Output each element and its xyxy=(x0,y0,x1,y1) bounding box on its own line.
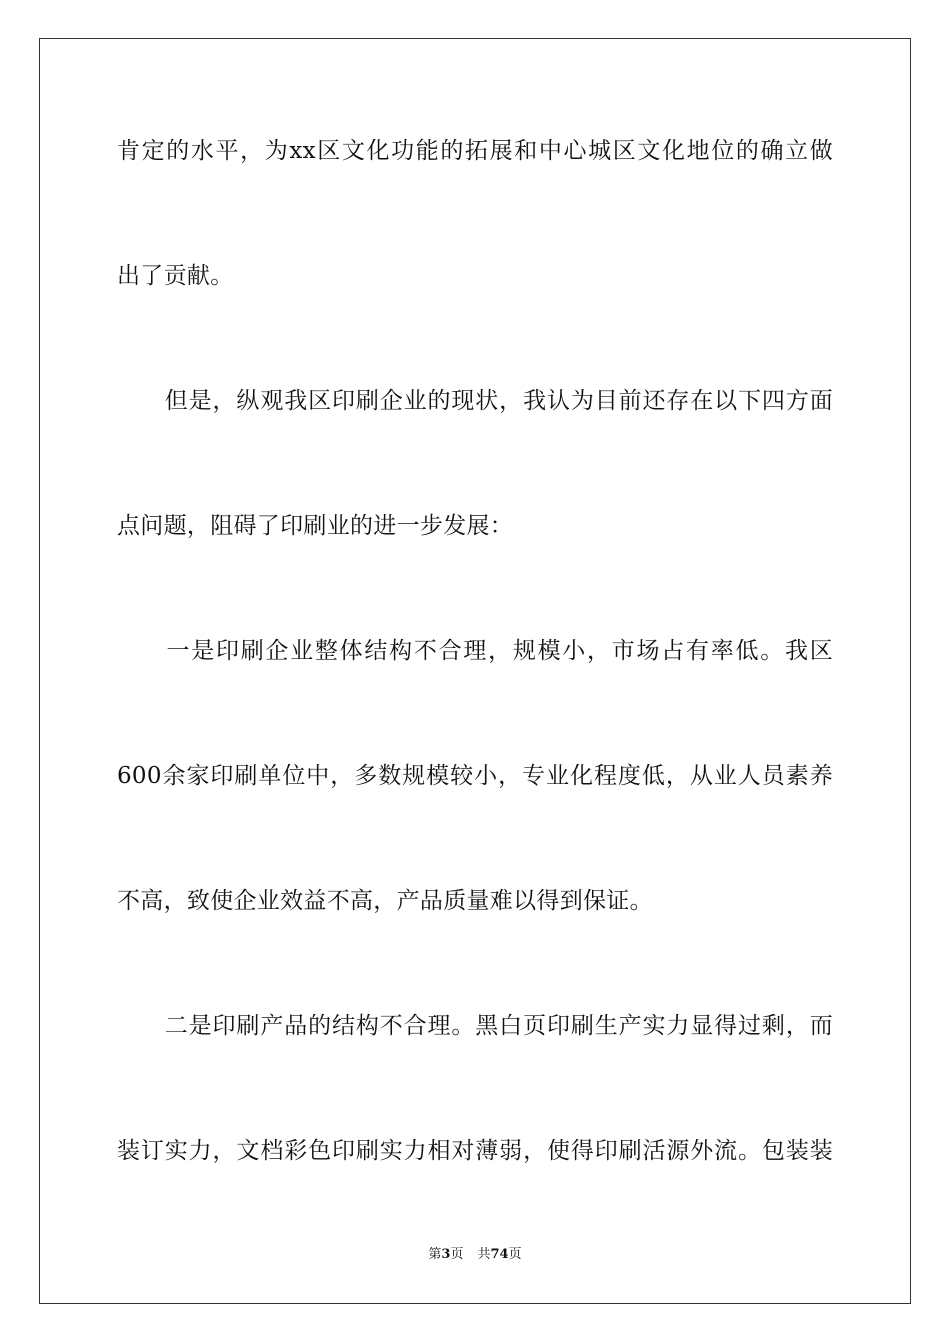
footer-total-prefix: 共 xyxy=(477,1247,491,1262)
footer-total-unit: 页 xyxy=(508,1247,522,1262)
body-line-6: 600余家印刷单位中，多数规模较小，专业化程度低，从业人员素养 xyxy=(117,763,833,789)
footer-page-prefix: 第 xyxy=(428,1247,442,1262)
body-line-5: 一是印刷企业整体结构不合理，规模小，市场占有率低。我区 xyxy=(117,638,833,664)
body-line-2: 出了贡献。 xyxy=(117,263,234,289)
body-line-4: 点问题，阻碍了印刷业的进一步发展： xyxy=(117,513,514,539)
body-line-1: 肯定的水平，为xx区文化功能的拓展和中心城区文化地位的确立做 xyxy=(117,138,833,164)
page-border xyxy=(39,38,911,1304)
footer-page-total: 74 xyxy=(490,1247,509,1262)
body-line-8: 二是印刷产品的结构不合理。黑白页印刷生产实力显得过剩，而 xyxy=(117,1013,833,1039)
body-line-3: 但是，纵观我区印刷企业的现状，我认为目前还存在以下四方面 xyxy=(117,388,833,414)
footer-page-current: 3 xyxy=(441,1247,451,1262)
body-line-7: 不高，致使企业效益不高，产品质量难以得到保证。 xyxy=(117,888,653,914)
body-line-9: 装订实力，文档彩色印刷实力相对薄弱，使得印刷活源外流。包装装 xyxy=(117,1138,833,1164)
page-footer xyxy=(0,1246,950,1264)
footer-page-unit: 页 xyxy=(450,1247,464,1262)
